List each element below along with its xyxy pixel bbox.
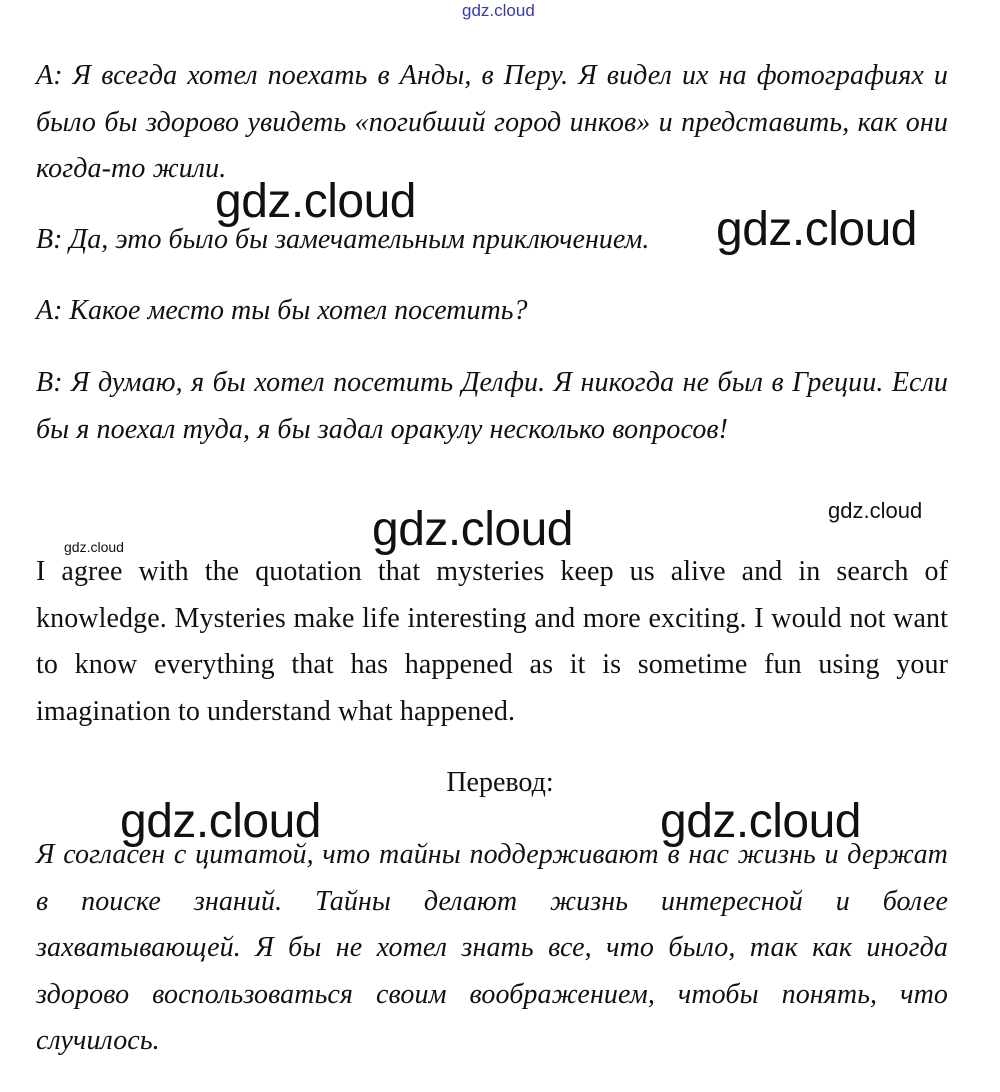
watermark-center: gdz.cloud (372, 503, 573, 556)
watermark-bottom-right: gdz.cloud (660, 795, 861, 848)
watermark-mid-left: gdz.cloud (215, 175, 416, 228)
dialogue-line-a2: A: Какое место ты бы хотел посетить? (36, 295, 528, 326)
watermark-right-small: gdz.cloud (828, 498, 923, 523)
dialogue-line-b2: B: Я думаю, я бы хотел посетить Делфи. Я никогда не был в Греции. Если бы я поехал туда, я бы задал оракулу несколько вопросов! (36, 367, 948, 445)
english-paragraph: I agree with the quotation that mysteries keep us alive and in search of knowledge. Mysteries make life interesting and more exciting. I would not want to know everything that has happened as it is sometime fun using your imagination to understand what happened. (36, 556, 948, 727)
dialogue-line-a1: A: Я всегда хотел поехать в Анды, в Перу. Я видел их на фотографиях и было бы здорово увидеть «погибший город инков» и представить, как они когда-то жили. (36, 60, 948, 184)
watermark-mid-right: gdz.cloud (716, 203, 917, 256)
translation-heading: Перевод: (446, 767, 554, 798)
watermark-bottom-left: gdz.cloud (120, 795, 321, 848)
watermark-top: gdz.cloud (462, 1, 535, 20)
translation-paragraph: Я согласен с цитатой, что тайны поддерживают в нас жизнь и держат в поиске знаний. Тайны делают жизнь интересной и более захватывающей. Я бы не хотел знать все, что было, так как иногда здорово воспользоваться своим воображением, чтобы понять, что случилось. (36, 839, 948, 1056)
watermark-left-tiny: gdz.cloud (64, 539, 124, 555)
dialogue-line-b1: B: Да, это было бы замечательным приключением. (36, 224, 650, 255)
